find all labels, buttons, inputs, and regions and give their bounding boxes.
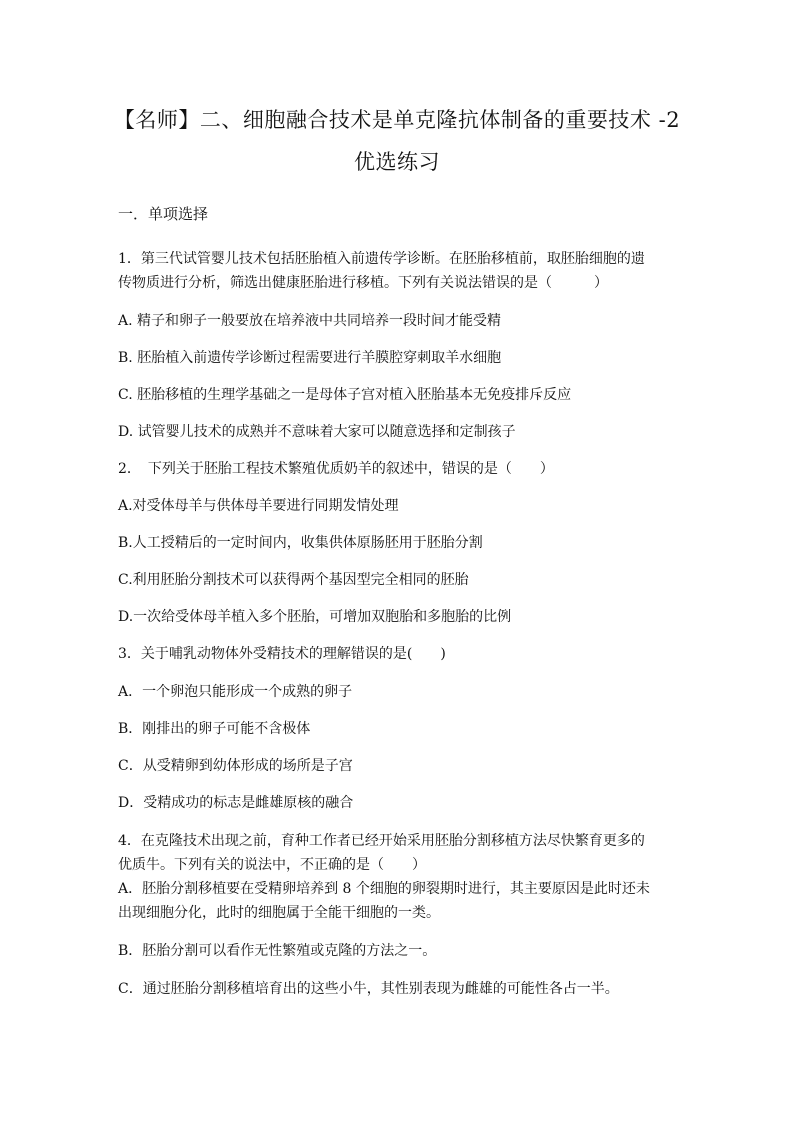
section-heading: 一．单项选择	[118, 205, 209, 223]
question-2-option-d: D.一次给受体母羊植入多个胚胎，可增加双胞胎和多胞胎的比例	[118, 609, 512, 625]
question-4-stem-line-1: 4．在克隆技术出现之前，育种工作者已经开始采用胚胎分割移植方法尽快繁育更多的	[118, 833, 645, 849]
page-title: 【名师】二、细胞融合技术是单克隆抗体制备的重要技术 -2	[113, 108, 681, 132]
question-3-stem: 3．关于哺乳动物体外受精技术的理解错误的是( )	[118, 646, 446, 662]
question-4-option-a-line-1: A．胚胎分割移植要在受精卵培养到 8 个细胞的卵裂期时进行，其主要原因是此时还未	[118, 881, 650, 897]
question-1-stem-line-1: 1．第三代试管婴儿技术包括胚胎植入前遗传学诊断。在胚胎移植前，取胚胎细胞的遗	[118, 251, 645, 267]
question-3-option-a: A．一个卵泡只能形成一个成熟的卵子	[118, 684, 353, 700]
question-3-option-b: B．刚排出的卵子可能不含极体	[118, 721, 311, 737]
question-4-option-b: B．胚胎分割可以看作无性繁殖或克隆的方法之一。	[118, 943, 437, 959]
question-3-option-c: C．从受精卵到幼体形成的场所是子宫	[118, 758, 353, 774]
question-1-option-d: D. 试管婴儿技术的成熟并不意味着大家可以随意选择和定制孩子	[118, 424, 516, 440]
question-3-option-d: D．受精成功的标志是雌雄原核的融合	[118, 795, 354, 811]
question-1-option-a: A. 精子和卵子一般要放在培养液中共同培养一段时间才能受精	[118, 313, 502, 329]
question-2-option-a: A.对受体母羊与供体母羊要进行同期发情处理	[118, 498, 399, 514]
page-subtitle: 优选练习	[354, 150, 440, 174]
question-4-option-c: C．通过胚胎分割移植培育出的这些小牛，其性别表现为雌雄的可能性各占一半。	[118, 981, 619, 997]
question-4-stem-line-2: 优质牛。下列有关的说法中，不正确的是（ ）	[118, 857, 426, 873]
question-1-stem-line-2: 传物质进行分析，筛选出健康胚胎进行移植。下列有关说法错误的是（ ）	[118, 275, 608, 291]
question-1-option-c: C. 胚胎移植的生理学基础之一是母体子宫对植入胚胎基本无免疫排斥反应	[118, 387, 572, 403]
question-1-option-b: B. 胚胎植入前遗传学诊断过程需要进行羊膜腔穿刺取羊水细胞	[118, 350, 502, 366]
question-4-option-a-line-2: 出现细胞分化，此时的细胞属于全能干细胞的一类。	[118, 905, 440, 921]
question-2-option-b: B.人工授精后的一定时间内，收集供体原肠胚用于胚胎分割	[118, 535, 483, 551]
question-2-stem: 2． 下列关于胚胎工程技术繁殖优质奶羊的叙述中，错误的是（ ）	[118, 461, 554, 477]
question-2-option-c: C.利用胚胎分割技术可以获得两个基因型完全相同的胚胎	[118, 572, 469, 588]
